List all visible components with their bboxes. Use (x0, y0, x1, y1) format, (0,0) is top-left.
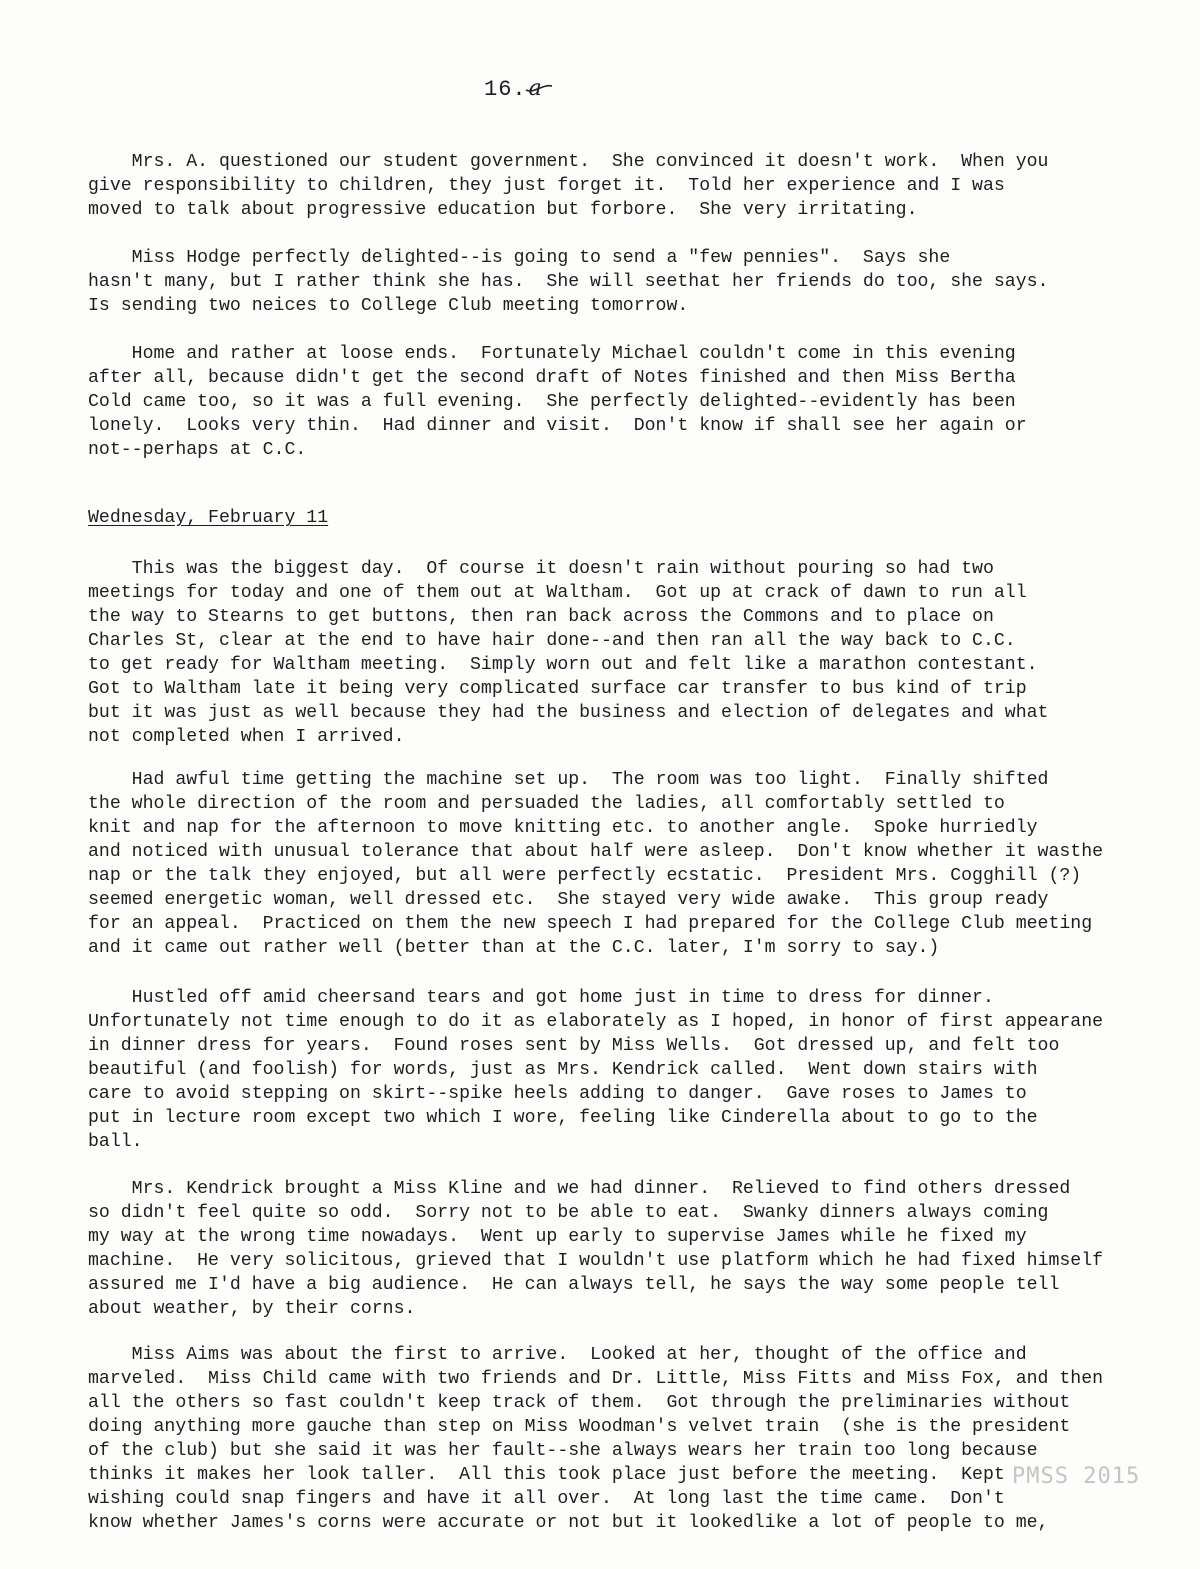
text-line: thinks it makes her look taller. All this took place just before the meeting. Kept (88, 1465, 1005, 1485)
text-line: nap or the talk they enjoyed, but all were perfectly ecstatic. President Mrs. Cogghill (?) (88, 866, 1082, 886)
text-line: Mrs. A. questioned our student government. She convinced it doesn't work. When you (88, 152, 1049, 172)
text-line: give responsibility to children, they just forget it. Told her experience and I was (88, 176, 1005, 196)
date-heading: Wednesday, February 11 (88, 508, 329, 528)
text-line: but it was just as well because they had the business and election of delegates and what (88, 703, 1049, 723)
text-line: Hustled off amid cheersand tears and got home just in time to dress for dinner. (88, 988, 994, 1008)
text-line: and noticed with unusual tolerance that about half were asleep. Don't know whether it wasthe (88, 842, 1104, 862)
text-line: meetings for today and one of them out at Waltham. Got up at crack of dawn to run all (88, 583, 1027, 603)
paragraph-dinner-dress (88, 986, 1200, 1154)
text-line: Mrs. Kendrick brought a Miss Kline and we had dinner. Relieved to find others dressed (88, 1179, 1071, 1199)
text-line: Is sending two neices to College Club meeting tomorrow. (88, 296, 689, 316)
paragraph-biggest-day (88, 557, 1200, 749)
text-line: put in lecture room except two which I wore, feeling like Cinderella about to go to the (88, 1108, 1038, 1128)
text-line: for an appeal. Practiced on them the new speech I had prepared for the College Club meeting (88, 914, 1093, 934)
text-line: my way at the wrong time nowadays. Went up early to supervise James while he fixed my (88, 1227, 1027, 1247)
paragraph-student-government (88, 150, 1200, 222)
handwritten-flourish-icon (524, 80, 554, 96)
text-line: about weather, by their corns. (88, 1299, 416, 1319)
text-line: assured me I'd have a big audience. He can always tell, he says the way some people tell (88, 1275, 1060, 1295)
text-line: so didn't feel quite so odd. Sorry not to be able to eat. Swanky dinners always coming (88, 1203, 1049, 1223)
text-line: Got to Waltham late it being very complicated surface car transfer to bus kind of trip (88, 679, 1027, 699)
paragraph-miss-hodge (88, 246, 1200, 318)
text-line: in dinner dress for years. Found roses sent by Miss Wells. Got dressed up, and felt too (88, 1036, 1060, 1056)
text-line: after all, because didn't get the second draft of Notes finished and then Miss Bertha (88, 368, 1016, 388)
paragraph-home-loose-ends (88, 342, 1200, 462)
text-line: doing anything more gauche than step on Miss Woodman's velvet train (she is the president (88, 1417, 1071, 1437)
text-line: not--perhaps at C.C. (88, 440, 307, 460)
archive-watermark: PMSS 2015 (1012, 1464, 1141, 1489)
text-line: This was the biggest day. Of course it doesn't rain without pouring so had two (88, 559, 994, 579)
text-line: Had awful time getting the machine set up. The room was too light. Finally shifted (88, 770, 1049, 790)
text-line: beautiful (and foolish) for words, just as Mrs. Kendrick called. Went down stairs with (88, 1060, 1038, 1080)
text-line: Miss Hodge perfectly delighted--is going to send a "few pennies". Says she (88, 248, 951, 268)
text-line: hasn't many, but I rather think she has. She will seethat her friends do too, she says. (88, 272, 1049, 292)
text-line: lonely. Looks very thin. Had dinner and visit. Don't know if shall see her again or (88, 416, 1027, 436)
text-line: and it came out rather well (better than at the C.C. later, I'm sorry to say.) (88, 938, 940, 958)
text-line: not completed when I arrived. (88, 727, 405, 747)
text-line: Cold came too, so it was a full evening. She perfectly delighted--evidently has been (88, 392, 1016, 412)
text-line: the whole direction of the room and persuaded the ladies, all comfortably settled to (88, 794, 1005, 814)
text-line: all the others so fast couldn't keep track of them. Got through the preliminaries without (88, 1393, 1071, 1413)
text-line: Home and rather at loose ends. Fortunately Michael couldn't come in this evening (88, 344, 1016, 364)
text-line: know whether James's corns were accurate or not but it lookedlike a lot of people to me, (88, 1513, 1049, 1533)
text-line: moved to talk about progressive education but forbore. She very irritating. (88, 200, 918, 220)
paragraph-mrs-kendrick (88, 1177, 1200, 1321)
text-line: Unfortunately not time enough to do it as elaborately as I hoped, in honor of first appearane (88, 1012, 1104, 1032)
text-line: marveled. Miss Child came with two friends and Dr. Little, Miss Fitts and Miss Fox, and then (88, 1369, 1104, 1389)
paragraph-miss-aims (88, 1343, 1200, 1535)
text-line: machine. He very solicitous, grieved that I wouldn't use platform which he had fixed himself (88, 1251, 1104, 1271)
paragraph-machine-setup (88, 768, 1200, 960)
page-number (484, 76, 543, 102)
text-line: the way to Stearns to get buttons, then ran back across the Commons and to place on (88, 607, 994, 627)
text-line: ball. (88, 1132, 143, 1152)
text-line: care to avoid stepping on skirt--spike heels adding to danger. Gave roses to James to (88, 1084, 1027, 1104)
page-number-text: 16. (484, 77, 527, 102)
text-line: Charles St, clear at the end to have hair done--and then ran all the way back to C.C. (88, 631, 1016, 651)
text-line: knit and nap for the afternoon to move knitting etc. to another angle. Spoke hurriedly (88, 818, 1038, 838)
text-line: of the club) but she said it was her fault--she always wears her train too long because (88, 1441, 1038, 1461)
text-line: to get ready for Waltham meeting. Simply worn out and felt like a marathon contestant. (88, 655, 1038, 675)
text-line: wishing could snap fingers and have it all over. At long last the time came. Don't (88, 1489, 1005, 1509)
page-number-handwritten-suffix: a (528, 76, 543, 101)
text-line: seemed energetic woman, well dressed etc. She stayed very wide awake. This group ready (88, 890, 1049, 910)
text-line: Miss Aims was about the first to arrive. Looked at her, thought of the office and (88, 1345, 1027, 1365)
